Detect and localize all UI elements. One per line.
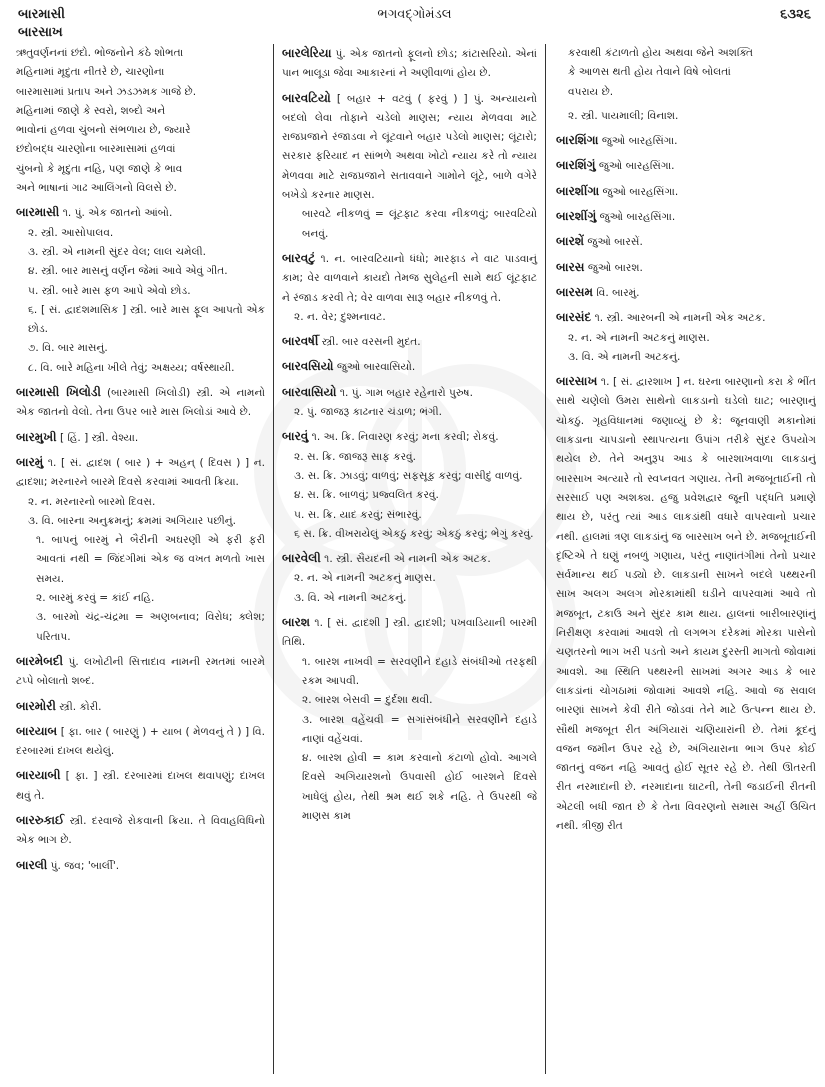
headword: બારમોરી [16,698,56,713]
sense: ૨. ન. એ નામની અટકનું માણસ. [568,331,710,344]
entry-definition [282,332,537,352]
headword: બારમુખી [16,429,57,444]
sense: ૨. ન. મરનારનો બારમો દિવસ. [28,495,156,508]
dictionary-entry [556,207,816,227]
sense: ૪. સ્ત્રી. બાર માસનું વર્ણન જેમાં આવે એવું ગીત. [28,265,228,278]
definition-text: પું. લખોટીની સિત્તાદાવ નામની રમતમાં બારમે ટપ્પે બોલાતો શબ્દ. [16,655,265,688]
headword: બારમાસી ખિલોડી [16,385,101,400]
headword: બારયાબ [16,723,58,738]
headword: બારસમ [556,284,593,299]
idiom-phrase: ૧. બારશ નાખવી = સરવણીને દહાડે સંબંધીઓ તરફથી રકમ આપવી. [302,655,537,687]
entry-definition [282,549,537,569]
definition-text: [ હિં. ] સ્ત્રી. વેશ્યા. [59,431,139,444]
idiom-phrase: ૨. બારમું કરવું = કાંઈ નહિ. [36,592,155,605]
dictionary-entry [556,372,816,836]
headword: બારવાસિયો [282,384,337,399]
headword: બારશીંગા [556,183,600,198]
dictionary-entry [556,182,816,202]
sense: ૩. વિ. બારના અનુક્રમનું; ક્રમમાં અગિયાર પછીનું. [28,514,236,527]
definition-text: ૧. ન. બારવટિયાનો ધંધો; મારફાડ ને વાટ પાડવાનું કામ; વેર વાળવાને કાયદો તેમજ સુલેહની સામે થઈ લૂંટફાટ ને રંજાડ કરવી તે; વેર વાળવા સારૂ બહાર નીકળવું તે. [282,252,537,304]
definition-text: જુઓ બારહસિંગા. [599,211,676,224]
definition-text: ૧. [ સં. દ્વારશાખ ] ન. ઘરના બારણાનો કરા કે ભીંત સાથે ચણેલો ઉમરા સાથેનો લાકડાનો ઘડેલો ઘાટ; બારણાનું ચોકઠું. ગૃહવિધાનમાં જણાવ્યું છે કે: જૂનવાણી મકાનોમાં લાકડાના ચાપડાનો સ્થાપત્યના ઉપાંગ તરીકે સુંદર ઉપયોગ થયેલ છે. તેને અનુરૂપ આડ કે બારશાખવાળા લાકડાનું બારસાખ અત્યારે તો સ્વપ્નવત ગણાય. તેની મજબૂતાઈની તો સરસાઈ પણ અશક્ય. હજુ પ્રવેશદ્વાર જૂની પદ્ધતિ પ્રમાણે થાય છે, પરંતુ ત્યાં આડ લાકડાંથી વધારે વાપરવાનો પ્રચાર નથી. હાલમાં ત્રણ લાકડાંનું જ બારસાખ બને છે. મજબૂતાઈની દૃષ્ટિએ તે ઘણું નબળું ગણાય, પરંતુ નાણાંતંગીમાં તેનો પ્રચાર સર્વમાન્ય થઈ પડ્યો છે. લાકડાની સાખને બદલે પથ્થરની સાખ અલગ અલગ મોરકામાંથી ઘડીને વાપરવામાં આવે તો મજબૂત, ટકાઉ અને સુંદર કામ થાય. હાલનાં બારીબારણાંનું નિરીક્ષણ કરવામાં આવશે તો લગભગ દરેકમાં મોરકા પાસેનો ચણતરનો ભાગ ખરી પડતો અને કાયમ દુરસ્તી માગતો જોવામાં આવશે. આ સ્થિતિ પથ્થરની સાખમાં અગર આડ કે બાર લાકડાંનાં ચોગઠામાં જોવામાં આવશે નહિ. આવો જ સવાલ બારણાં સાખને કેવી રીતે જોડવાં તેને માટે ઉત્પન્ન થાય છે. સૌથી મજબૂત રીત અંગિયારાં ચણિયારાંની છે. તેમાં કૂદનું વજન જમીન ઉપર રહે છે, અંગિયારાના ભાગ ઉપર કોઈ જાતનું વજન નહિ આવતું હોઈ સૂતર રહે છે. તેથી ઊતરતી રીત નરમાદાની છે. નરમાદાના ઘાટની, તેની જડાઈની રીતની એટલી બધી જાત છે કે તેના વિવરણનો સમાસ અહીં ઉચિત નથી. ત્રીજી રીત [556,376,816,832]
sense: ૭. વિ. બાર માસનું. [28,342,108,355]
idiom-phrase: ૧. બાપનું બારમું ને બૈરીની અઘરણી એ ફરી ફરી આવતાં નથી = જિંદગીમાં એક જ વખત મળતો ખાસ સમય. [36,534,265,585]
dictionary-entry [556,232,816,252]
entry-definition [16,697,265,717]
dictionary-entry [282,613,537,826]
idiom-phrase: ૪. બારશ હોવી = કામ કરવાનો કંટાળો હોવો. આગલે દિવસે અગિયારશનો ઉપવાસી હોઈ બારશને દિવસે ખાધેલું હોય, તેથી શ્રમ થઈ શકે નહિ. તે ઉપરથી જે માણસ કામ [302,752,537,822]
dictionary-entry [282,383,537,423]
entry-text-line: મહિનામાં મૃદુતા નીતરે છે, ચારણોના [16,66,165,79]
entry-definition [16,453,265,493]
entry-definition [16,428,265,448]
headword: બારવર્ષી [282,334,319,349]
column-3 [546,44,816,1074]
headword: બારમું [16,454,44,469]
entry-text-line: કરવાથી કંટાળતો હોય અથવા જેને અશક્તિ [568,47,754,59]
definition-text: ૧. [ સં. દ્વાદશી ] સ્ત્રી. દ્વાદશી; પખવાડિયાની બારમી તિથિ. [282,617,537,649]
headword: બારશિંગા [556,133,599,148]
entry-definition [282,249,537,308]
definition-text: પું. એક જાતનો ફૂલનો છોડ; કાંટાસરિયો. એનાં પાન ભાલૂડા જેવા આકારનાં ને અણીવાળાં હોય છે. [282,48,537,80]
headword: બારલી [16,857,48,872]
definition-text: ૧. [ સં. દ્વાદશ ( બાર ) + અહન્ ( દિવસ ) ] ન. દ્વાદશા; મરનારને બારમે દિવસે કરવામાં આવતી ક્રિયા. [16,456,265,489]
idiom-phrase: ૩. બારમો ચંદ્ર-ચંદ્રમા = અણબનાવ; વિરોધ; ક્લેશ; પરિતાપ. [36,611,265,643]
definition-text: જુઓ બારહસિંગા. [601,135,678,148]
definition-text: સ્ત્રી. કોરી. [59,700,102,713]
sense: ૪. સ. ક્રિ. બાળવું; પ્રજ્વલિત કરવું. [294,489,439,502]
definition-text: ૧. પું. ગામ બહાર રહેનારો પુરુષ. [339,386,473,399]
headword: બારમેબદી [16,653,64,668]
dictionary-entry [282,89,537,244]
dictionary-entry [282,332,537,352]
headword: બારવેલી [282,551,321,566]
entry-definition [16,722,265,762]
headword: બારલેરિયા [282,46,332,60]
entry-definition [282,427,537,447]
dictionary-entry [556,283,816,303]
headword: બારસંદ [556,310,592,325]
entry-definition [556,308,816,328]
definition-text: પું. જવ; 'બાર્લી'. [50,859,120,872]
dictionary-entry [556,308,816,367]
entry-text-line: મહિનામાં જાણે કે સ્વરો, શબ્દો અને [16,104,166,117]
definition-text: વિ. બારમું. [596,286,640,299]
dictionary-entry [282,44,537,84]
entry-text-line: છંદોબદ્ધ ચારણોના બારમાસામાં હળવાં [16,143,176,156]
entry-definition [282,383,537,403]
sense: ૨. સ્ત્રી. આસોપાલવ. [28,226,114,239]
entry-definition [556,131,816,151]
dictionary-entry [282,249,537,327]
dictionary-entry [16,811,265,851]
headword: બારરુકાઈ [16,812,65,827]
headword: બારવટિયો [282,90,331,105]
sense: ૬. [ સં. દ્વાદશમાસિક ] સ્ત્રી. બારે માસ ફૂલ આપતો એક છોડ. [28,303,265,336]
dictionary-entry [282,427,537,544]
definition-text: ૧. પું. એક જાતનો આંબો. [62,207,173,220]
page-header [18,4,811,44]
dictionary-entry [556,131,816,151]
sense: ૨. ન. એ નામની અટકનું માણસ. [294,572,436,585]
sense: ૩. સ્ત્રી. એ નામની સુંદર વેલ; લાલ ચમેલી. [28,245,207,258]
definition-text: જુઓ બારવાસિયો. [336,361,416,374]
definition-text: [ બહાર + વટવું ( ફરવું ) ] પું. અન્યાયનો બદલો લેવા તોફાને ચડેલો માણસ; ન્યાય મેળવવા માટે રાજપ્રજાને રંજાડવા ને લૂંટવાને બહાર પડેલો માણસ; લૂંટારો; સરકાર ફરિયાદ ન સાંભળે અથવા ખોટો ન્યાય કરે તો ન્યાય મેળવવા માટે રાજપ્રજાને સતાવવાને ગામોને લૂંટે, બાળે વગેરે બખેડો કરનાર માણસ. [282,92,537,202]
headword: બારમાસી [16,205,60,220]
column-2 [274,44,546,1074]
headword: બારવટું [282,250,316,265]
entry-definition [556,207,816,227]
page-number: ૬૩૨૬ [780,7,811,22]
headword: બારસાખ [556,374,598,389]
headword: બારસ [556,259,585,274]
definition-text: [ ફા. બાર ( બારણું ) + યાબ ( મેળવનું તે ) ] વિ. દરબારમાં દાખલ થયેલું. [16,725,265,758]
entry-definition [556,182,816,202]
sense: ૩. વિ. એ નામની અટકનું. [568,350,681,363]
dictionary-entry [556,44,816,102]
dictionary-entry [16,428,265,448]
entry-definition [556,258,816,278]
sense: ૨. સ્ત્રી. પાયમાલી; વિનાશ. [568,109,679,122]
sense: ૬ સ. ક્રિ. વીખરાયેલું એકઠું કરવું; એકઠું કરવું; ભેગું કરવું. [294,527,534,540]
dictionary-entry [16,722,265,762]
entry-definition [282,613,537,653]
sense: ૨. સ. ક્રિ. જાજરૂ સાફ કરવું. [294,450,417,463]
dictionary-entry [16,856,265,876]
entry-definition [16,383,265,423]
dictionary-entry [556,107,816,126]
headword: બારવું [282,429,309,444]
dictionary-entry [16,203,265,378]
entry-definition [556,372,816,836]
sense: ૮. વિ. બારે મહિના ખીલે તેવું; અક્ષય્ય; વર્ષસ્થાયી. [28,361,235,374]
dictionary-entry [282,357,537,377]
dictionary-entry [282,549,537,608]
headword: બારશીંગું [556,209,597,224]
dictionary-entry [16,697,265,717]
dictionary-entry [16,383,265,423]
definition-text: [ ફા. ] સ્ત્રી. દરબારમાં દાખલ થવાપણું; દાખલ થવું તે. [16,770,265,802]
definition-text: જુઓ બારહસિંગા. [598,160,675,173]
entry-definition [556,232,816,252]
definition-text: (બારમાસી ખિલોડી) સ્ત્રી. એ નામનો એક જાતનો વેલો. તેના ઉપર બારે માસ ખિલોડાં આવે છે. [16,387,266,419]
entry-text-line: કે આળસ થતી હોય તેવાને વિષે બોલતાં [568,66,731,79]
column-1 [16,44,274,1074]
headword: બારશેં [556,234,585,249]
entry-text-line: અને ભાષાનાં ગાઢ આલિંગનો વિલસે છે. [16,182,177,195]
dictionary-entry [556,156,816,176]
headword: બારયાબી [16,768,61,783]
entry-definition [282,44,537,84]
dictionary-entry [16,766,265,806]
entry-definition [282,89,537,206]
definition-text: ૧. સ્ત્રી. સૈયદની એ નામની એક અટક. [324,553,491,566]
dictionary-entry [16,44,265,198]
headword: બારવસિયો [282,359,334,374]
idiom-phrase: ૨. બારશ બેસવી = દુર્દશા થવી. [302,694,433,707]
headword: બારશિંગું [556,158,596,173]
definition-text: ૧. સ્ત્રી. આરબની એ નામની એક અટક. [594,312,766,325]
sense: ૩. વિ. એ નામની અટકનું. [294,591,407,604]
dictionary-entry [16,453,265,647]
dictionary-entry [556,258,816,278]
definition-text: સ્ત્રી. દરવાજે રોકવાની ક્રિયા. તે વિવાહવિધિનો એક ભાગ છે. [16,814,265,847]
guide-word-first: બારમાસી [18,7,65,22]
definition-text: જુઓ બારહસિંગા. [602,185,679,198]
headword: બારશ [282,615,311,630]
dictionary-title: ભગવદ્ગોમંડલ [377,7,452,22]
entry-definition [16,652,265,692]
guide-word-last: બારસાખ [18,25,63,40]
idiom-phrase: ૩. બારશ વહેંચવી = સગાંસંબંધીને સરવણીને દહાડે નાણાં વહેંચવાં. [302,713,537,745]
definition-text: જુઓ બારશ. [587,261,643,274]
idiom-phrase: બારવટે નીકળવું = લૂંટફાટ કરવા નીકળવું; બારવટિયો બનવું. [302,208,537,240]
entry-text-line: ઋતુવર્ણનનાં છંદો. ભોજનોને કંઠે શોભતા [16,47,184,59]
entry-definition [556,156,816,176]
sense: ૩. સ. ક્રિ. ઝાડવું; વાળવું; સફસૂફ કરવું; વાસીદું વાળવું. [294,469,523,482]
entry-definition [282,357,537,377]
definition-text: સ્ત્રી. બાર વરસની મુદત. [321,336,421,349]
sense: ૫. સ. ક્રિ. યાદ કરવું; સંભારવું. [294,508,422,521]
sense: ૨. ન. વેર; દુશ્મનાવટ. [294,310,386,323]
entry-text-line: ભાવોનાં હળવા ચુંબનો સંભળાય છે, જ્યારે [16,124,191,137]
sense: ૫. સ્ત્રી. બારે માસ ફળ આપે એવો છોડ. [28,284,191,297]
dictionary-columns [16,44,816,1074]
entry-definition [16,811,265,851]
entry-definition [16,856,265,876]
entry-text-line: વપરાય છે. [568,85,614,98]
dictionary-entry [16,652,265,692]
entry-text-line: બારમાસામાં પ્રતાપ અને ઝડઝમક ગાજે છે. [16,85,197,98]
definition-text: જુઓ બારસેં. [587,236,643,249]
entry-definition [16,203,265,223]
sense: ૨. પું. જાજરૂ કાઢનાર ચંડાળ; ભંગી. [294,406,443,419]
entry-definition [556,283,816,303]
entry-definition [16,766,265,806]
definition-text: ૧. અ. ક્રિ. નિવારણ કરવું; મના કરવી; રોકવું. [311,431,499,444]
entry-text-line: ચુંબનો કે મૃદુતા નહિ, પણ જાણે કે ભાવ [16,162,183,175]
